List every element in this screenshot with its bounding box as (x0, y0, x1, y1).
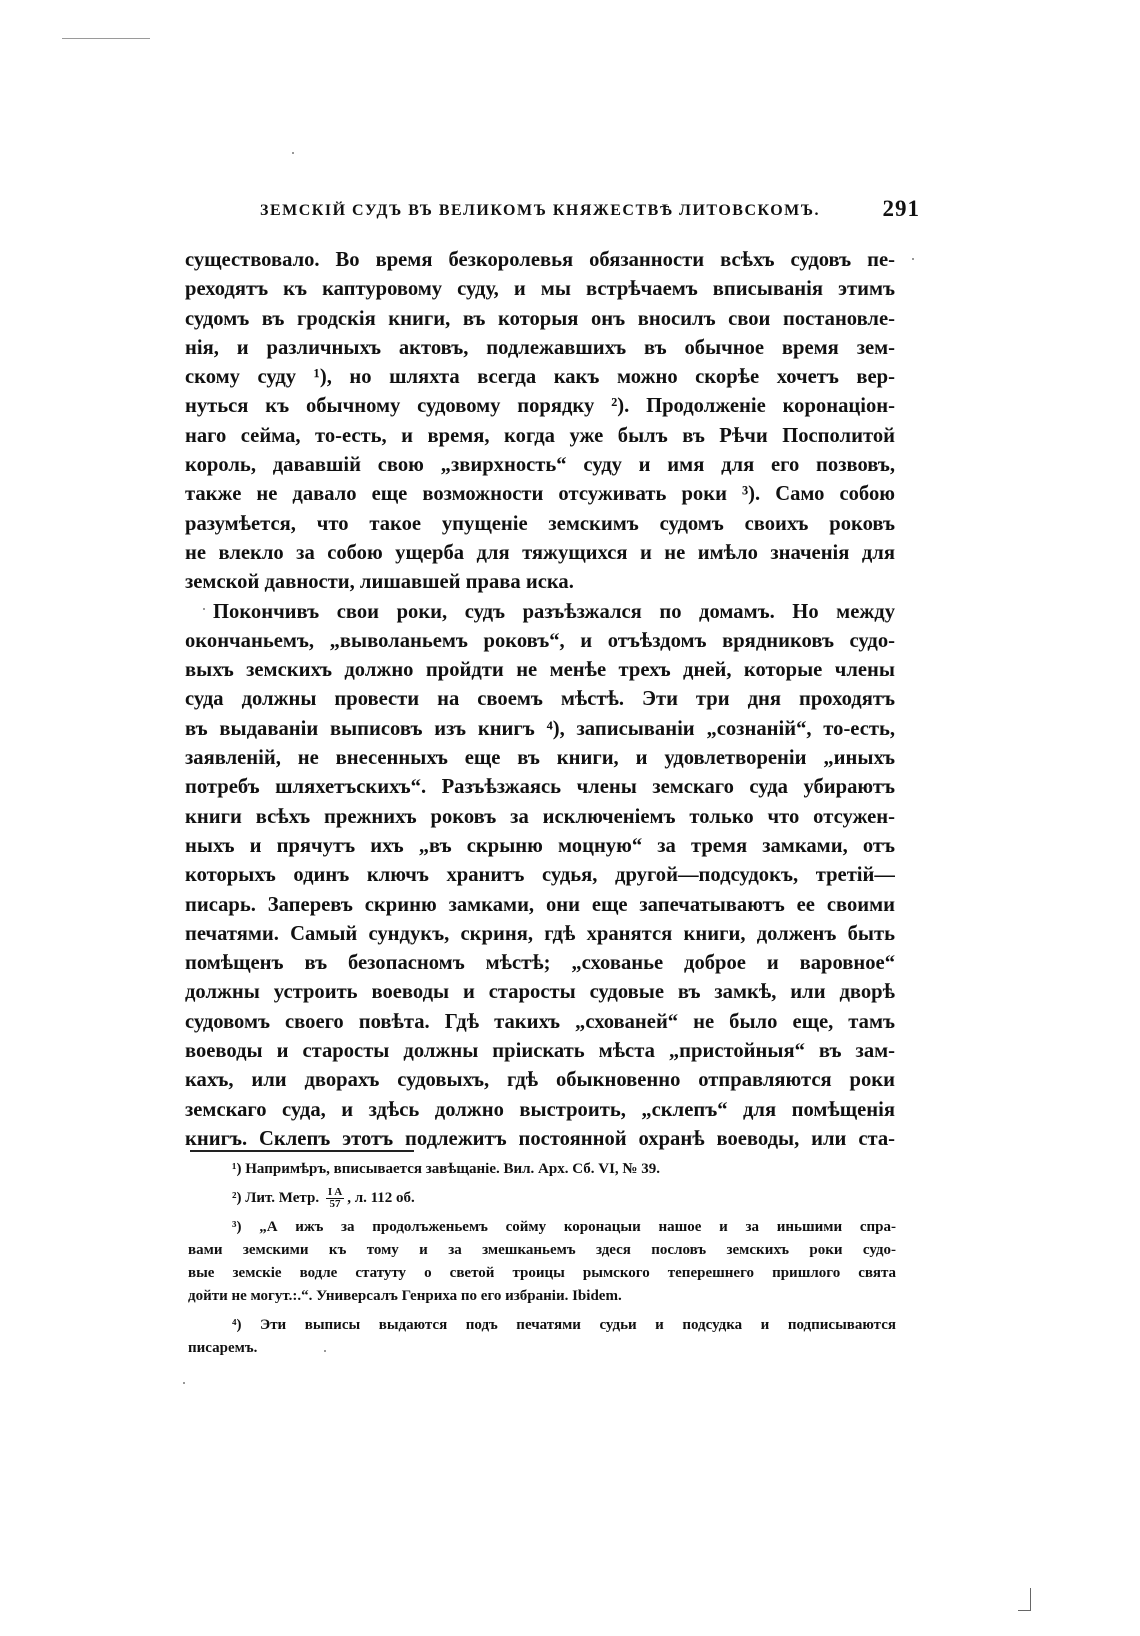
text-line: также не давало еще возможности отсуживать роки ³). Само собою (185, 483, 895, 506)
footnote-text: , л. 112 об. (347, 1190, 415, 1206)
page-number: 291 (882, 196, 920, 221)
text-line: потребъ шляхетъскихъ“. Разъѣзжаясь члены земскаго суда убираютъ (185, 776, 895, 799)
scan-speck (292, 152, 294, 154)
text-line: наго сейма, то-есть, и время, когда уже былъ въ Рѣчи Посполитой (185, 424, 895, 447)
scan-speck (324, 1350, 326, 1352)
text-line: суда должны провести на своемъ мѣстѣ. Эти три дня проходятъ (185, 688, 895, 711)
text-line: скому суду ¹), но шляхта всегда какъ можно скорѣе хочетъ вер- (185, 366, 895, 389)
footnote-3 (188, 1216, 896, 1308)
paragraph-2 (185, 598, 895, 1155)
running-title: ЗЕМСКІЙ СУДЪ ВЪ ВЕЛИКОМЪ КНЯЖЕСТВѢ ЛИТОВСКОМЪ. (260, 202, 821, 219)
footnote-separator (190, 1150, 414, 1152)
footnote-text-wrap (188, 1187, 415, 1210)
text-line: реходятъ къ каптуровому суду, и мы встрѣчаемъ вписыванія этимъ (185, 278, 895, 301)
text-line: выхъ земскихъ должно пройдти не менѣе трехъ дней, которые члены (185, 659, 895, 682)
text-line: нія, и различныхъ актовъ, подлежавшихъ въ обычное время зем- (185, 336, 895, 359)
footnote-line: дойти не могут.:.“. Универсалъ Генриха по его избраніи. Ibidem. (188, 1288, 622, 1305)
scan-speck (912, 258, 914, 260)
footnote-1 (188, 1158, 896, 1181)
footnote-line: вые земскіе водле статуту о светой троицы рымского теперешнего пришлого свята (188, 1265, 896, 1282)
fraction-denominator: 57 (329, 1198, 341, 1211)
text-line: земской давности, лишавшей права иска. (185, 571, 574, 594)
text-line: не влекло за собою ущерба для тяжущихся и не имѣло значенія для (185, 541, 895, 564)
footnote-line: ⁴) Эти выписы выдаются подъ печатями судьи и подсудка и подписываются (232, 1317, 896, 1334)
fraction-numerator: I A (327, 1186, 343, 1199)
text-line: книгъ. Склепъ этотъ подлежитъ постоянной охранѣ воеводы, или ста- (185, 1127, 895, 1150)
text-line: воеводы и старосты должны пріискать мѣста „пристойныя“ въ зам- (185, 1040, 895, 1063)
text-line: въ выдаваніи выписовъ изъ книгъ ⁴), записываніи „сознаній“, то-есть, (185, 717, 895, 740)
text-line: писарь. Заперевъ скриню замками, они еще запечатываютъ ее своими (185, 893, 895, 916)
text-line: должны устроить воеводы и старосты судовые въ замкѣ, или дворѣ (185, 981, 895, 1004)
footnote-2 (188, 1187, 896, 1210)
footnote-text: ¹) Напримѣръ, вписывается завѣщаніе. Вил. Арх. Сб. VI, № 39. (232, 1161, 660, 1177)
text-line: земскаго суда, и здѣсь должно выстроить, „склепъ“ для помѣщенія (185, 1098, 895, 1121)
footnotes (188, 1158, 896, 1366)
paragraph-1 (185, 246, 895, 598)
scan-speck (203, 608, 205, 610)
text-line: разумѣется, что такое упущеніе земскимъ судомъ своихъ роковъ (185, 512, 895, 535)
footnote-line: вами земскими къ тому и за змешканьемъ здеся пословъ земскихъ роки судо- (188, 1242, 896, 1259)
folio-fraction (326, 1187, 344, 1210)
footnote-line: ³) „А ижъ за продолъженьемъ сойму коронацыи нашое и за иньшими спра- (232, 1219, 896, 1236)
footnote-4 (188, 1314, 896, 1360)
footnote-text: ²) Лит. Метр. (232, 1190, 320, 1206)
scan-speck (183, 1382, 185, 1384)
body-text (185, 246, 895, 1154)
scan-edge-rule (62, 38, 150, 39)
scan-corner-mark (1018, 1588, 1031, 1611)
text-line: Покончивъ свои роки, судъ разъѣзжался по домамъ. Но между (213, 600, 895, 623)
text-line: судовомъ своего повѣта. Гдѣ такихъ „схованей“ не было еще, тамъ (185, 1010, 895, 1033)
text-line: король, дававшій свою „звирхность“ суду и имя для его позвовъ, (185, 454, 895, 477)
text-line: печатями. Самый сундукъ, скриня, гдѣ хранятся книги, долженъ быть (185, 922, 895, 945)
text-line: существовало. Во время безкоролевья обязанности всѣхъ судовъ пе- (185, 249, 895, 271)
text-line: судомъ въ гродскія книги, въ которыя онъ вносилъ свои постановле- (185, 307, 895, 330)
footnote-line: писаремъ. (188, 1340, 258, 1357)
text-line: помѣщенъ въ безопасномъ мѣстѣ; „схованье доброе и варовное“ (185, 952, 895, 975)
text-line: нуться къ обычному судовому порядку ²). Продолженіе коронаціон- (185, 395, 895, 418)
text-line: заявленій, не внесенныхъ еще въ книги, и удовлетвореніи „иныхъ (185, 747, 895, 770)
page-header (260, 196, 920, 226)
text-line: окончаньемъ, „выволаньемъ роковъ“, и отъѣздомъ врядниковъ судо- (185, 629, 895, 652)
text-line: книги всѣхъ прежнихъ роковъ за исключеніемъ только что отсужен- (185, 805, 895, 828)
text-line: кахъ, или дворахъ судовыхъ, гдѣ обыкновенно отправляются роки (185, 1069, 895, 1092)
text-line: ныхъ и прячутъ ихъ „въ скрыню моцную“ за тремя замками, отъ (185, 834, 895, 857)
text-line: которыхъ одинъ ключъ хранитъ судья, другой—подсудокъ, третій— (185, 864, 895, 887)
